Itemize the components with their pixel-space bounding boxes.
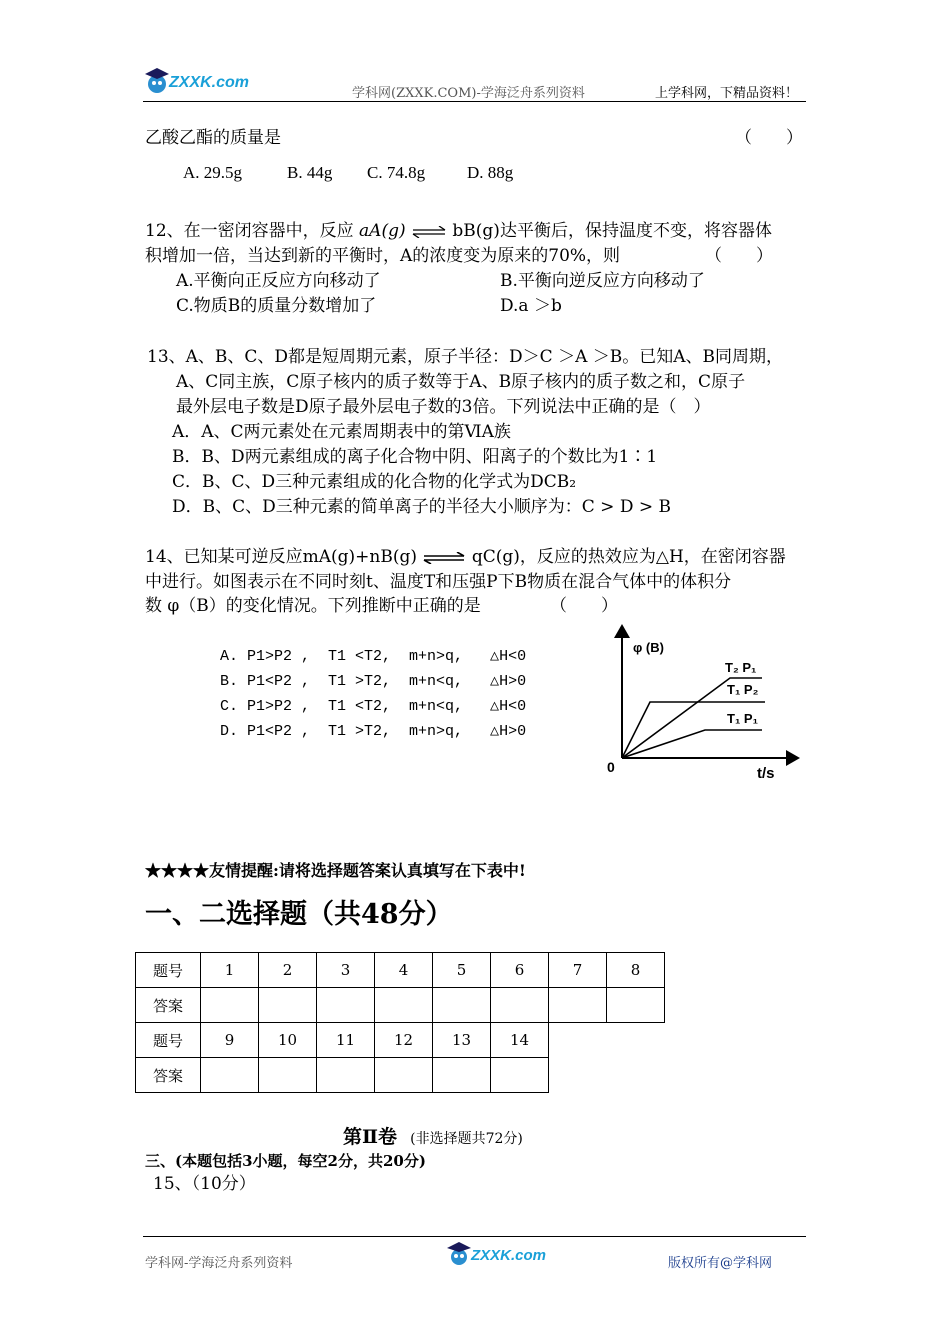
header-center-text: 学科网(ZXXK.COM)-学海泛舟系列资料 <box>352 86 585 101</box>
equilibrium-arrow-icon <box>411 226 447 238</box>
equilibrium-arrow-icon <box>422 552 466 564</box>
part2-subtitle: (非选择题共72分) <box>410 1131 523 1147</box>
q11-option-a: A. 29.5g <box>183 163 243 182</box>
footer-left-text: 学科网-学海泛舟系列资料 <box>145 1256 293 1271</box>
empty-cell <box>549 1058 607 1093</box>
question-number-cell: 8 <box>607 953 665 988</box>
part2-title: 第Ⅱ卷 <box>343 1126 398 1148</box>
table-row <box>136 988 665 1023</box>
q11-option-c: C. 74.8g <box>367 163 426 182</box>
row-label-answer: 答案 <box>136 988 201 1023</box>
q14-line1 <box>145 545 786 569</box>
curve-label-t2-p1: T₂ P₁ <box>725 660 757 675</box>
answer-cell[interactable] <box>259 1058 317 1093</box>
q13-line1: 13、A、B、C、D都是短周期元素，原子半径：D＞C ＞A ＞B。已知A、B同周期， <box>147 347 784 367</box>
question-number-cell: 14 <box>491 1023 549 1058</box>
q12-option-c: C.物质B的质量分数增加了 <box>176 296 377 316</box>
q14-option-b: B. P1<P2 , T1 >T2, m+n<q, △H>0 <box>220 673 527 690</box>
logo-text: ZXXK.com <box>169 74 250 91</box>
question-number-cell: 11 <box>317 1023 375 1058</box>
q14-line2: 中进行。如图表示在不同时刻t、温度T和压强P下B物质在混合气体中的体积分 <box>145 572 732 592</box>
empty-cell <box>607 1023 665 1058</box>
q14-option-c: C. P1>P2 , T1 <T2, m+n<q, △H<0 <box>220 698 527 715</box>
question-number-cell: 2 <box>259 953 317 988</box>
empty-cell <box>607 1058 665 1093</box>
answer-cell[interactable] <box>375 988 433 1023</box>
question-number-cell: 9 <box>201 1023 259 1058</box>
part2-heading <box>343 1122 523 1149</box>
q13-option-b: B．B、D两元素组成的离子化合物中阴、阳离子的个数比为1∶1 <box>172 447 658 467</box>
q14-option-a: A. P1>P2 , T1 <T2, m+n>q, △H<0 <box>220 648 527 665</box>
q13-line2: A、C同主族，C原子核内的质子数等于A、B原子核内的质子数之和，C原子 <box>176 372 746 392</box>
question-number-cell: 4 <box>375 953 433 988</box>
empty-cell <box>549 1023 607 1058</box>
q11-stem: 乙酸乙酯的质量是 <box>145 128 281 148</box>
header-right-text: 上学科网，下精品资料！ <box>655 86 799 101</box>
curve-t1-p1 <box>622 730 762 758</box>
question-number-cell: 6 <box>491 953 549 988</box>
row-label-answer: 答案 <box>136 1058 201 1093</box>
q12-line1-c: bB(g)达平衡后，保持温度不变，将容器体 <box>452 221 772 241</box>
q12-option-b: B.平衡向逆反应方向移动了 <box>500 271 705 291</box>
q12-line1 <box>145 219 772 243</box>
q12-line1-a: 12、在一密闭容器中，反应 <box>145 221 354 241</box>
footer-divider <box>143 1236 806 1237</box>
answer-cell[interactable] <box>433 988 491 1023</box>
question-number-cell: 1 <box>201 953 259 988</box>
table-row <box>136 953 665 988</box>
q12-line1-b: aA(g) <box>359 221 406 241</box>
q11-bracket: （ ） <box>735 128 803 148</box>
answer-table <box>135 952 665 1093</box>
footer-logo[interactable] <box>445 1240 555 1270</box>
answer-cell[interactable] <box>317 988 375 1023</box>
footer-right-text: 版权所有@学科网 <box>668 1256 773 1271</box>
q11-option-b: B. 44g <box>287 163 333 182</box>
q14-bracket: （ ） <box>550 596 618 616</box>
answer-cell[interactable] <box>491 988 549 1023</box>
q13-option-d: D．B、C、D三种元素的简单离子的半径大小顺序为：C > D > B <box>172 497 671 517</box>
answer-cell[interactable] <box>201 1058 259 1093</box>
graph-y-label: φ (B) <box>633 640 664 655</box>
row-label-number: 题号 <box>136 953 201 988</box>
curve-label-t1-p2: T₁ P₂ <box>727 682 759 697</box>
q15-heading: 15、（10分） <box>153 1174 256 1194</box>
q14-line1-b: qC(g)，反应的热效应为△H，在密闭容器 <box>471 547 786 567</box>
answer-cell[interactable] <box>433 1058 491 1093</box>
q14-line1-a: 14、已知某可逆反应mA(g)+nB(g) <box>145 547 418 567</box>
q12-option-a: A.平衡向正反应方向移动了 <box>176 271 381 291</box>
answer-cell[interactable] <box>259 988 317 1023</box>
logo-text: ZXXK.com <box>471 1247 547 1264</box>
q13-option-c: C．B、C、D三种元素组成的化合物的化学式为DCB₂ <box>172 472 577 492</box>
question-number-cell: 13 <box>433 1023 491 1058</box>
question-number-cell: 7 <box>549 953 607 988</box>
q12-line2: 积增加一倍，当达到新的平衡时，A的浓度变为原来的70%，则 <box>145 246 621 266</box>
answer-cell[interactable] <box>491 1058 549 1093</box>
q13-option-a: A．A、C两元素处在元素周期表中的第ⅥA族 <box>172 422 511 442</box>
graph-origin-label: 0 <box>607 759 615 775</box>
row-label-number: 题号 <box>136 1023 201 1058</box>
q14-graph <box>600 620 805 785</box>
question-number-cell: 12 <box>375 1023 433 1058</box>
header-logo[interactable] <box>143 66 253 98</box>
question-number-cell: 5 <box>433 953 491 988</box>
answer-cell[interactable] <box>317 1058 375 1093</box>
q12-bracket: （ ） <box>705 246 773 266</box>
q14-option-d: D. P1<P2 , T1 >T2, m+n>q, △H>0 <box>220 723 527 740</box>
answer-cell[interactable] <box>375 1058 433 1093</box>
graph-x-label: t/s <box>757 765 775 782</box>
table-row <box>136 1023 665 1058</box>
question-number-cell: 3 <box>317 953 375 988</box>
q11-option-d: D. 88g <box>467 163 514 182</box>
q14-line3: 数 φ（B）的变化情况。下列推断中正确的是 <box>145 596 481 616</box>
header-divider <box>143 101 806 102</box>
reminder-text: ★★★★友情提醒:请将选择题答案认真填写在下表中! <box>145 861 526 880</box>
answer-cell[interactable] <box>549 988 607 1023</box>
section-title: 一、二选择题（共48分） <box>145 899 453 930</box>
section3-heading: 三、(本题包括3小题，每空2分，共20分) <box>145 1152 426 1170</box>
curve-label-t1-p1: T₁ P₁ <box>727 711 758 726</box>
answer-cell[interactable] <box>607 988 665 1023</box>
q13-line3: 最外层电子数是D原子最外层电子数的3倍。下列说法中正确的是（ ） <box>176 397 711 417</box>
table-row <box>136 1058 665 1093</box>
q12-option-d: D.a ＞b <box>500 296 562 316</box>
answer-cell[interactable] <box>201 988 259 1023</box>
question-number-cell: 10 <box>259 1023 317 1058</box>
